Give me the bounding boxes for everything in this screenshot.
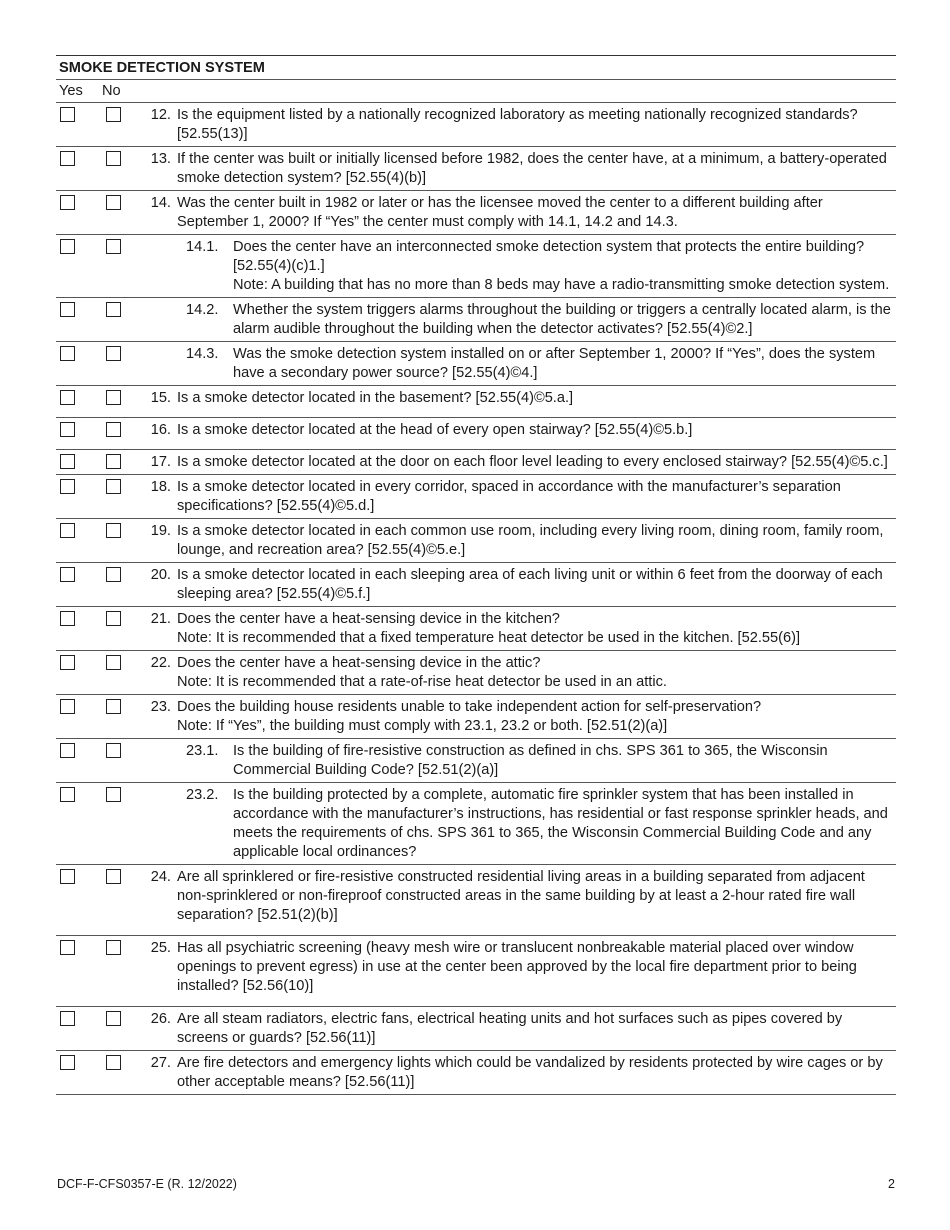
no-cell bbox=[102, 939, 142, 996]
yes-column-label: Yes bbox=[59, 83, 83, 99]
no-cell bbox=[102, 566, 142, 604]
no-cell bbox=[102, 106, 142, 144]
question-text: Does the center have an interconnected smoke detection system that protects the entire building? [52.55(4)(c)1.] bbox=[233, 239, 865, 274]
question-number: 19. bbox=[150, 523, 171, 539]
no-checkbox[interactable] bbox=[106, 195, 121, 210]
question-text-block bbox=[171, 150, 896, 188]
question-text: Was the smoke detection system installed on or after September 1, 2000? If “Yes”, does the system have a secondary power source? [52.55(4)©4.] bbox=[233, 346, 876, 381]
yes-cell bbox=[56, 742, 102, 780]
yes-cell bbox=[56, 1010, 102, 1048]
no-checkbox[interactable] bbox=[106, 940, 121, 955]
question-text-block bbox=[226, 238, 896, 295]
question-note: Note: It is recommended that a rate-of-rise heat detector be used in an attic. bbox=[177, 674, 667, 690]
question-row bbox=[56, 519, 896, 563]
yes-checkbox[interactable] bbox=[60, 940, 75, 955]
no-cell bbox=[102, 1010, 142, 1048]
question-text-block bbox=[171, 698, 896, 736]
no-cell bbox=[102, 345, 142, 383]
question-text-block bbox=[171, 194, 896, 232]
question-text: Has all psychiatric screening (heavy mesh wire or translucent nonbreakable material placed over window openings to prevent egress) in use at the center been approved by the local fire department prior to being installed? [52.56(10)] bbox=[177, 940, 857, 994]
question-row bbox=[56, 783, 896, 865]
no-cell bbox=[102, 742, 142, 780]
no-cell bbox=[102, 238, 142, 295]
question-text: Is a smoke detector located in each common use room, including every living room, dining room, family room, lounge, and recreation area? [52.55(4)©5.e.] bbox=[177, 523, 884, 558]
yes-cell bbox=[56, 610, 102, 648]
no-checkbox[interactable] bbox=[106, 239, 121, 254]
question-number: 20. bbox=[150, 567, 171, 583]
question-row bbox=[56, 103, 896, 147]
question-number: 26. bbox=[150, 1011, 171, 1027]
question-list bbox=[56, 103, 896, 1095]
no-checkbox[interactable] bbox=[106, 655, 121, 670]
yes-cell bbox=[56, 301, 102, 339]
no-checkbox[interactable] bbox=[106, 743, 121, 758]
no-checkbox[interactable] bbox=[106, 1011, 121, 1026]
question-text: Is the equipment listed by a nationally recognized laboratory as meeting nationally recognized standards? [52.55(13)] bbox=[177, 107, 858, 142]
yes-checkbox[interactable] bbox=[60, 302, 75, 317]
question-text-block bbox=[171, 106, 896, 144]
no-cell bbox=[102, 698, 142, 736]
question-text-block bbox=[171, 566, 896, 604]
question-row bbox=[56, 563, 896, 607]
question-number: 23.2. bbox=[186, 787, 219, 803]
yes-cell bbox=[56, 194, 102, 232]
question-text: Are fire detectors and emergency lights which could be vandalized by residents protected by wire cages or by other acceptable means? [52.56(11)] bbox=[177, 1055, 883, 1090]
no-checkbox[interactable] bbox=[106, 611, 121, 626]
question-text-block bbox=[171, 654, 896, 692]
no-cell bbox=[102, 453, 142, 472]
question-row bbox=[56, 475, 896, 519]
no-checkbox[interactable] bbox=[106, 523, 121, 538]
yes-checkbox[interactable] bbox=[60, 1055, 75, 1070]
question-number: 22. bbox=[150, 655, 171, 671]
question-row bbox=[56, 651, 896, 695]
yes-checkbox[interactable] bbox=[60, 743, 75, 758]
question-note: Note: It is recommended that a fixed temperature heat detector be used in the kitchen. [52.55(6)] bbox=[177, 630, 801, 646]
question-number: 23.1. bbox=[186, 743, 219, 759]
question-number: 14.3. bbox=[186, 346, 219, 362]
question-text: Is a smoke detector located at the door on each floor level leading to every enclosed stairway? [52.55(4)©5.c.] bbox=[177, 454, 888, 470]
question-number: 15. bbox=[150, 390, 171, 406]
yes-checkbox[interactable] bbox=[60, 655, 75, 670]
question-text-block bbox=[171, 868, 896, 925]
sub-question bbox=[142, 345, 896, 383]
question-text-block bbox=[226, 345, 896, 383]
yes-cell bbox=[56, 106, 102, 144]
question-row bbox=[56, 865, 896, 936]
question-text-block bbox=[171, 1054, 896, 1092]
question-text: Is a smoke detector located at the head of every open stairway? [52.55(4)©5.b.] bbox=[177, 422, 693, 438]
question-number: 14. bbox=[150, 195, 171, 211]
yes-cell bbox=[56, 566, 102, 604]
yes-cell bbox=[56, 421, 102, 447]
question-number: 23. bbox=[150, 699, 171, 715]
question-text: Was the center built in 1982 or later or has the licensee moved the center to a different building after September 1, 2000? If “Yes” the center must comply with 14.1, 14.2 and 14.3. bbox=[177, 195, 823, 230]
yes-cell bbox=[56, 654, 102, 692]
yes-cell bbox=[56, 238, 102, 295]
page-number: 2 bbox=[888, 1177, 895, 1191]
question-text-block bbox=[171, 389, 896, 415]
yes-cell bbox=[56, 939, 102, 996]
question-text: Is the building protected by a complete, automatic fire sprinkler system that has been installed in accordance with the manufacturer’s instructions, has residential or fast response sprinkler heads, and meets the requirements of chs. SPS 361 to 365, the Wisconsin Commercial Building Code and any applicable local ordinances? bbox=[233, 787, 888, 860]
yes-checkbox[interactable] bbox=[60, 390, 75, 405]
question-number: 18. bbox=[150, 479, 171, 495]
question-row bbox=[56, 418, 896, 450]
no-cell bbox=[102, 868, 142, 925]
yes-cell bbox=[56, 868, 102, 925]
yes-cell bbox=[56, 389, 102, 415]
question-number: 12. bbox=[150, 107, 171, 123]
no-cell bbox=[102, 421, 142, 447]
question-number: 16. bbox=[150, 422, 171, 438]
no-cell bbox=[102, 301, 142, 339]
yes-checkbox[interactable] bbox=[60, 107, 75, 122]
form-id: DCF-F-CFS0357-E (R. 12/2022) bbox=[57, 1177, 237, 1191]
yes-checkbox[interactable] bbox=[60, 1011, 75, 1026]
no-checkbox[interactable] bbox=[106, 699, 121, 714]
question-row bbox=[56, 1051, 896, 1095]
no-cell bbox=[102, 150, 142, 188]
question-number: 25. bbox=[150, 940, 171, 956]
question-row bbox=[56, 739, 896, 783]
question-text-block bbox=[171, 478, 896, 516]
no-checkbox[interactable] bbox=[106, 346, 121, 361]
question-row bbox=[56, 450, 896, 475]
question-row bbox=[56, 386, 896, 418]
question-text: If the center was built or initially licensed before 1982, does the center have, at a minimum, a battery-operated smoke detection system? [52.55(4)(b)] bbox=[177, 151, 887, 186]
sub-question bbox=[142, 786, 896, 862]
question-text-block bbox=[171, 522, 896, 560]
question-number: 13. bbox=[150, 151, 171, 167]
question-text: Is a smoke detector located in every corridor, spaced in accordance with the manufacturer’s separation specifications? [52.55(4)©5.d.] bbox=[177, 479, 841, 514]
no-checkbox[interactable] bbox=[106, 479, 121, 494]
yes-cell bbox=[56, 478, 102, 516]
sub-question bbox=[142, 742, 896, 780]
sub-question bbox=[142, 301, 896, 339]
yes-checkbox[interactable] bbox=[60, 195, 75, 210]
question-text-block bbox=[226, 301, 896, 339]
question-note: Note: A building that has no more than 8 beds may have a radio-transmitting smoke detection system. bbox=[233, 277, 890, 293]
no-checkbox[interactable] bbox=[106, 454, 121, 469]
yes-cell bbox=[56, 453, 102, 472]
page-footer bbox=[57, 1177, 895, 1191]
question-text-block bbox=[171, 610, 896, 648]
question-row bbox=[56, 147, 896, 191]
section-title: SMOKE DETECTION SYSTEM bbox=[56, 56, 896, 80]
no-column-label: No bbox=[102, 83, 121, 99]
no-checkbox[interactable] bbox=[106, 422, 121, 437]
yes-checkbox[interactable] bbox=[60, 523, 75, 538]
yes-cell bbox=[56, 786, 102, 862]
yes-checkbox[interactable] bbox=[60, 787, 75, 802]
question-row bbox=[56, 607, 896, 651]
no-checkbox[interactable] bbox=[106, 787, 121, 802]
no-checkbox[interactable] bbox=[106, 390, 121, 405]
no-checkbox[interactable] bbox=[106, 151, 121, 166]
question-row bbox=[56, 235, 896, 298]
question-number: 21. bbox=[150, 611, 171, 627]
no-checkbox[interactable] bbox=[106, 107, 121, 122]
no-cell bbox=[102, 786, 142, 862]
column-header bbox=[56, 80, 896, 103]
question-text: Is the building of fire-resistive construction as defined in chs. SPS 361 to 365, the Wisconsin Commercial Building Code? [52.51(2)(a)] bbox=[233, 743, 828, 778]
yes-checkbox[interactable] bbox=[60, 422, 75, 437]
yes-cell bbox=[56, 1054, 102, 1092]
no-cell bbox=[102, 389, 142, 415]
yes-cell bbox=[56, 150, 102, 188]
yes-checkbox[interactable] bbox=[60, 239, 75, 254]
question-number: 24. bbox=[150, 869, 171, 885]
question-text: Are all steam radiators, electric fans, electrical heating units and hot surfaces such as pipes covered by screens or guards? [52.56(11)] bbox=[177, 1011, 843, 1046]
question-number: 27. bbox=[150, 1055, 171, 1071]
no-checkbox[interactable] bbox=[106, 869, 121, 884]
yes-cell bbox=[56, 522, 102, 560]
question-text: Does the center have a heat-sensing device in the kitchen? bbox=[177, 611, 560, 627]
no-cell bbox=[102, 194, 142, 232]
question-row bbox=[56, 191, 896, 235]
yes-checkbox[interactable] bbox=[60, 567, 75, 582]
question-text-block bbox=[171, 1010, 896, 1048]
yes-checkbox[interactable] bbox=[60, 699, 75, 714]
question-number: 14.1. bbox=[186, 239, 219, 255]
no-cell bbox=[102, 610, 142, 648]
no-cell bbox=[102, 478, 142, 516]
yes-checkbox[interactable] bbox=[60, 151, 75, 166]
question-row bbox=[56, 298, 896, 342]
question-row bbox=[56, 936, 896, 1007]
question-text: Does the center have a heat-sensing device in the attic? bbox=[177, 655, 541, 671]
no-cell bbox=[102, 654, 142, 692]
question-text: Does the building house residents unable to take independent action for self-preservation? bbox=[177, 699, 762, 715]
yes-cell bbox=[56, 345, 102, 383]
yes-checkbox[interactable] bbox=[60, 479, 75, 494]
question-row bbox=[56, 695, 896, 739]
no-checkbox[interactable] bbox=[106, 567, 121, 582]
question-text-block bbox=[226, 742, 896, 780]
question-row bbox=[56, 1007, 896, 1051]
yes-checkbox[interactable] bbox=[60, 611, 75, 626]
question-text: Is a smoke detector located in the basement? [52.55(4)©5.a.] bbox=[177, 390, 574, 406]
question-row bbox=[56, 342, 896, 386]
question-text: Are all sprinklered or fire-resistive constructed residential living areas in a building separated from adjacent non-sprinklered or non-fireproof constructed areas in the same building by at least a 2-hour rated fire wall separation? [52.51(2)(b)] bbox=[177, 869, 865, 923]
question-text-block bbox=[171, 421, 896, 447]
question-text-block bbox=[171, 939, 896, 996]
question-number: 17. bbox=[150, 454, 171, 470]
no-checkbox[interactable] bbox=[106, 302, 121, 317]
yes-checkbox[interactable] bbox=[60, 869, 75, 884]
question-text: Is a smoke detector located in each sleeping area of each living unit or within 6 feet from the doorway of each sleeping area? [52.55(4)©5.f.] bbox=[177, 567, 883, 602]
yes-checkbox[interactable] bbox=[60, 454, 75, 469]
no-checkbox[interactable] bbox=[106, 1055, 121, 1070]
yes-cell bbox=[56, 698, 102, 736]
question-text: Whether the system triggers alarms throughout the building or triggers a centrally located alarm, is the alarm audible throughout the building when the detector activates? [52.55(4)©2.] bbox=[233, 302, 891, 337]
question-number: 14.2. bbox=[186, 302, 219, 318]
question-text-block bbox=[171, 453, 896, 472]
no-cell bbox=[102, 522, 142, 560]
yes-checkbox[interactable] bbox=[60, 346, 75, 361]
sub-question bbox=[142, 238, 896, 295]
checklist-form bbox=[56, 55, 896, 1095]
question-text-block bbox=[226, 786, 896, 862]
no-cell bbox=[102, 1054, 142, 1092]
question-note: Note: If “Yes”, the building must comply with 23.1, 23.2 or both. [52.51(2)(a)] bbox=[177, 718, 668, 734]
